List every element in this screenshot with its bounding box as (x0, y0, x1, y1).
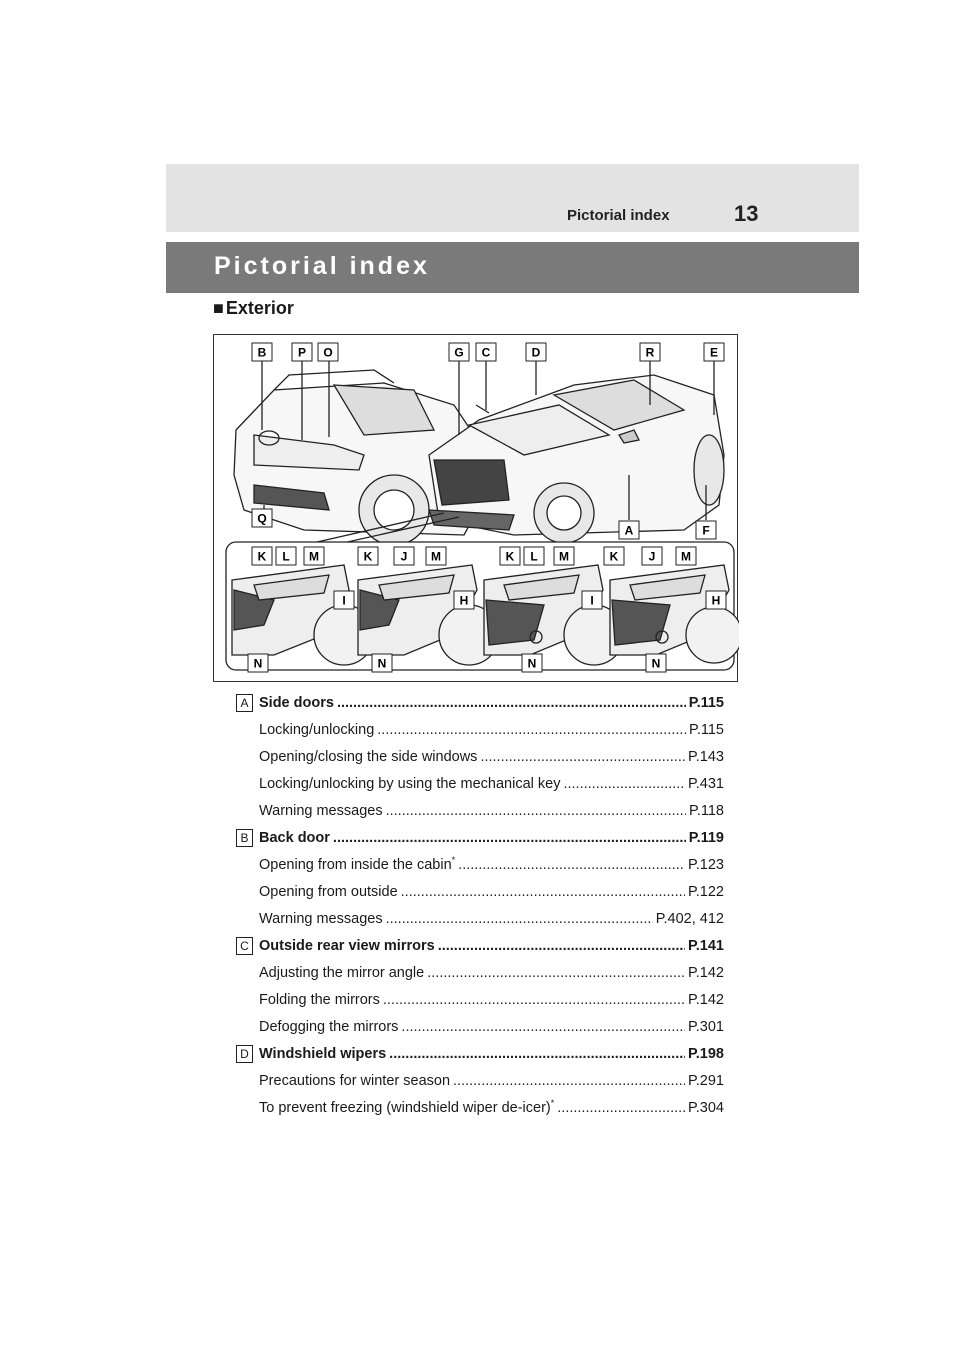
leader-dots (427, 960, 685, 987)
page-title: Pictorial index (214, 252, 430, 280)
page-number: 13 (734, 201, 759, 226)
sub-entry-label: Warning messages (259, 911, 383, 927)
callout-label-f (696, 521, 716, 539)
sub-entry-row (236, 906, 724, 933)
sub-entry-text (259, 987, 380, 1014)
chapter-title-bar (166, 242, 859, 293)
callout-label-h (454, 591, 474, 609)
sub-entry-page-ref: P.304 (687, 1100, 724, 1116)
leader-dots (401, 1014, 685, 1041)
callout-label-o (318, 343, 338, 361)
leader-dots (386, 798, 686, 825)
svg-text:F: F (702, 523, 710, 538)
svg-text:K: K (505, 549, 515, 564)
index-entry (236, 825, 724, 933)
entry-page-ref: P.198 (687, 1046, 724, 1062)
sub-entry-page-ref: P.142 (687, 965, 724, 981)
callout-label-i (334, 591, 354, 609)
sub-entry-label: Folding the mirrors (259, 992, 380, 1008)
leader-dots (389, 1041, 685, 1068)
sub-entry-page-ref: P.431 (687, 776, 724, 792)
entry-title-row (236, 1041, 724, 1068)
index-entry (236, 933, 724, 1041)
sub-entry-text (259, 1095, 554, 1122)
sub-entry-label: Opening from inside the cabin (259, 857, 452, 873)
callout-label-l (524, 547, 544, 565)
svg-text:N: N (651, 656, 661, 671)
callout-label-e (704, 343, 724, 361)
leader-dots (458, 852, 685, 879)
svg-text:I: I (342, 593, 346, 608)
sub-entry-page-ref: P.142 (687, 992, 724, 1008)
sub-entry-label: To prevent freezing (windshield wiper de-icer) (259, 1100, 551, 1116)
sub-entry-row (236, 771, 724, 798)
leader-dots (333, 825, 686, 852)
section-heading-text: Exterior (225, 298, 294, 318)
callout-label-b (252, 343, 272, 361)
svg-text:J: J (400, 549, 408, 564)
svg-text:K: K (363, 549, 373, 564)
svg-text:Q: Q (257, 511, 267, 526)
svg-text:K: K (257, 549, 267, 564)
sub-entry-text (259, 717, 374, 744)
leader-dots (453, 1068, 685, 1095)
entry-letter-badge: D (236, 1045, 253, 1063)
index-entry (236, 1041, 724, 1122)
leader-dots (438, 933, 685, 960)
running-header-title: Pictorial index (567, 207, 670, 224)
callout-label-m (554, 547, 574, 565)
leader-dots (557, 1095, 685, 1122)
callout-label-k (358, 547, 378, 565)
entry-title: Side doors (259, 695, 334, 711)
sub-entry-row (236, 960, 724, 987)
svg-text:D: D (531, 345, 541, 360)
sub-entry-label: Precautions for winter season (259, 1073, 451, 1089)
callout-label-i (582, 591, 602, 609)
callout-label-c (476, 343, 496, 361)
entry-title-row (236, 690, 724, 717)
callout-label-n (646, 654, 666, 672)
svg-text:H: H (711, 593, 721, 608)
callout-label-a (619, 521, 639, 539)
entry-title-row (236, 933, 724, 960)
svg-text:I: I (590, 593, 594, 608)
sub-entry-text (259, 1068, 450, 1095)
callout-label-d (526, 343, 546, 361)
svg-text:M: M (559, 549, 569, 564)
footnote-marker: * (451, 855, 456, 866)
svg-text:M: M (681, 549, 691, 564)
sub-entry-row (236, 987, 724, 1014)
svg-text:R: R (645, 345, 655, 360)
sub-entry-label: Opening/closing the side windows (259, 749, 478, 765)
svg-text:N: N (253, 656, 263, 671)
callout-label-h (706, 591, 726, 609)
sub-entry-text (259, 771, 560, 798)
leader-dots (563, 771, 685, 798)
sub-entry-page-ref: P.123 (687, 857, 724, 873)
entry-letter-badge: B (236, 829, 253, 847)
sub-entry-row (236, 852, 724, 879)
callout-label-k (604, 547, 624, 565)
entry-letter-badge: C (236, 937, 253, 955)
entry-title: Back door (259, 830, 330, 846)
svg-text:L: L (530, 549, 538, 564)
sub-entry-label: Warning messages (259, 803, 383, 819)
sub-entry-page-ref: P.301 (687, 1019, 724, 1035)
callout-label-j (394, 547, 414, 565)
sub-entry-row (236, 798, 724, 825)
sub-entry-text (259, 744, 477, 771)
svg-text:E: E (709, 345, 719, 360)
sub-entry-page-ref: P.118 (689, 803, 724, 819)
svg-text:K: K (609, 549, 619, 564)
footnote-marker: * (550, 1098, 555, 1109)
sub-entry-row (236, 1095, 724, 1122)
callout-label-p (292, 343, 312, 361)
sub-entry-row (236, 744, 724, 771)
svg-text:C: C (481, 345, 491, 360)
exterior-illustration (213, 334, 738, 682)
sub-entry-row (236, 1014, 724, 1041)
square-bullet-icon: ■ (213, 298, 224, 318)
callout-label-q (252, 509, 272, 527)
leader-dots (383, 987, 685, 1014)
leader-dots (480, 744, 685, 771)
svg-text:O: O (323, 345, 333, 360)
sub-entry-text (259, 906, 383, 933)
entry-page-ref: P.141 (687, 938, 724, 954)
callout-label-m (676, 547, 696, 565)
leader-dots (386, 906, 653, 933)
svg-text:L: L (282, 549, 290, 564)
entry-page-ref: P.119 (688, 830, 724, 846)
sub-entry-text (259, 798, 383, 825)
svg-text:M: M (309, 549, 319, 564)
svg-text:P: P (297, 345, 307, 360)
svg-text:B: B (257, 345, 267, 360)
entry-title-row (236, 825, 724, 852)
sub-entry-row (236, 879, 724, 906)
sub-entry-text (259, 879, 398, 906)
callout-label-m (426, 547, 446, 565)
callout-label-k (252, 547, 272, 565)
sub-entry-text (259, 1014, 398, 1041)
sub-entry-text (259, 852, 455, 879)
section-heading (213, 298, 294, 319)
sub-entry-label: Locking/unlocking by using the mechanical key (259, 776, 561, 792)
entry-title: Windshield wipers (259, 1046, 387, 1062)
sub-entry-text (259, 960, 424, 987)
sub-entry-page-ref: P.115 (689, 722, 724, 738)
callout-label-n (522, 654, 542, 672)
callout-label-n (248, 654, 268, 672)
entry-page-ref: P.115 (688, 695, 724, 711)
entry-title: Outside rear view mirrors (259, 938, 435, 954)
leader-dots (337, 690, 686, 717)
svg-text:N: N (527, 656, 537, 671)
callout-label-k (500, 547, 520, 565)
callout-label-m (304, 547, 324, 565)
sub-entry-label: Adjusting the mirror angle (259, 965, 425, 981)
svg-text:G: G (454, 345, 464, 360)
sub-entry-label: Defogging the mirrors (259, 1019, 399, 1035)
index-entries (236, 690, 724, 1122)
callout-label-l (276, 547, 296, 565)
vehicle-diagram (214, 335, 739, 683)
entry-letter-badge: A (236, 694, 253, 712)
callout-label-j (642, 547, 662, 565)
sub-entry-label: Locking/unlocking (259, 722, 375, 738)
callout-label-r (640, 343, 660, 361)
sub-entry-page-ref: P.291 (687, 1073, 724, 1089)
svg-text:N: N (377, 656, 387, 671)
svg-text:M: M (431, 549, 441, 564)
svg-text:J: J (648, 549, 656, 564)
index-entry (236, 690, 724, 825)
sub-entry-page-ref: P.122 (687, 884, 724, 900)
svg-text:A: A (624, 523, 634, 538)
sub-entry-row (236, 1068, 724, 1095)
sub-entry-label: Opening from outside (259, 884, 398, 900)
callout-label-g (449, 343, 469, 361)
leader-dots (377, 717, 686, 744)
leader-dots (401, 879, 685, 906)
svg-text:H: H (459, 593, 469, 608)
callout-label-n (372, 654, 392, 672)
sub-entry-row (236, 717, 724, 744)
sub-entry-page-ref: P.143 (687, 749, 724, 765)
sub-entry-page-ref: P.402, 412 (655, 911, 724, 927)
